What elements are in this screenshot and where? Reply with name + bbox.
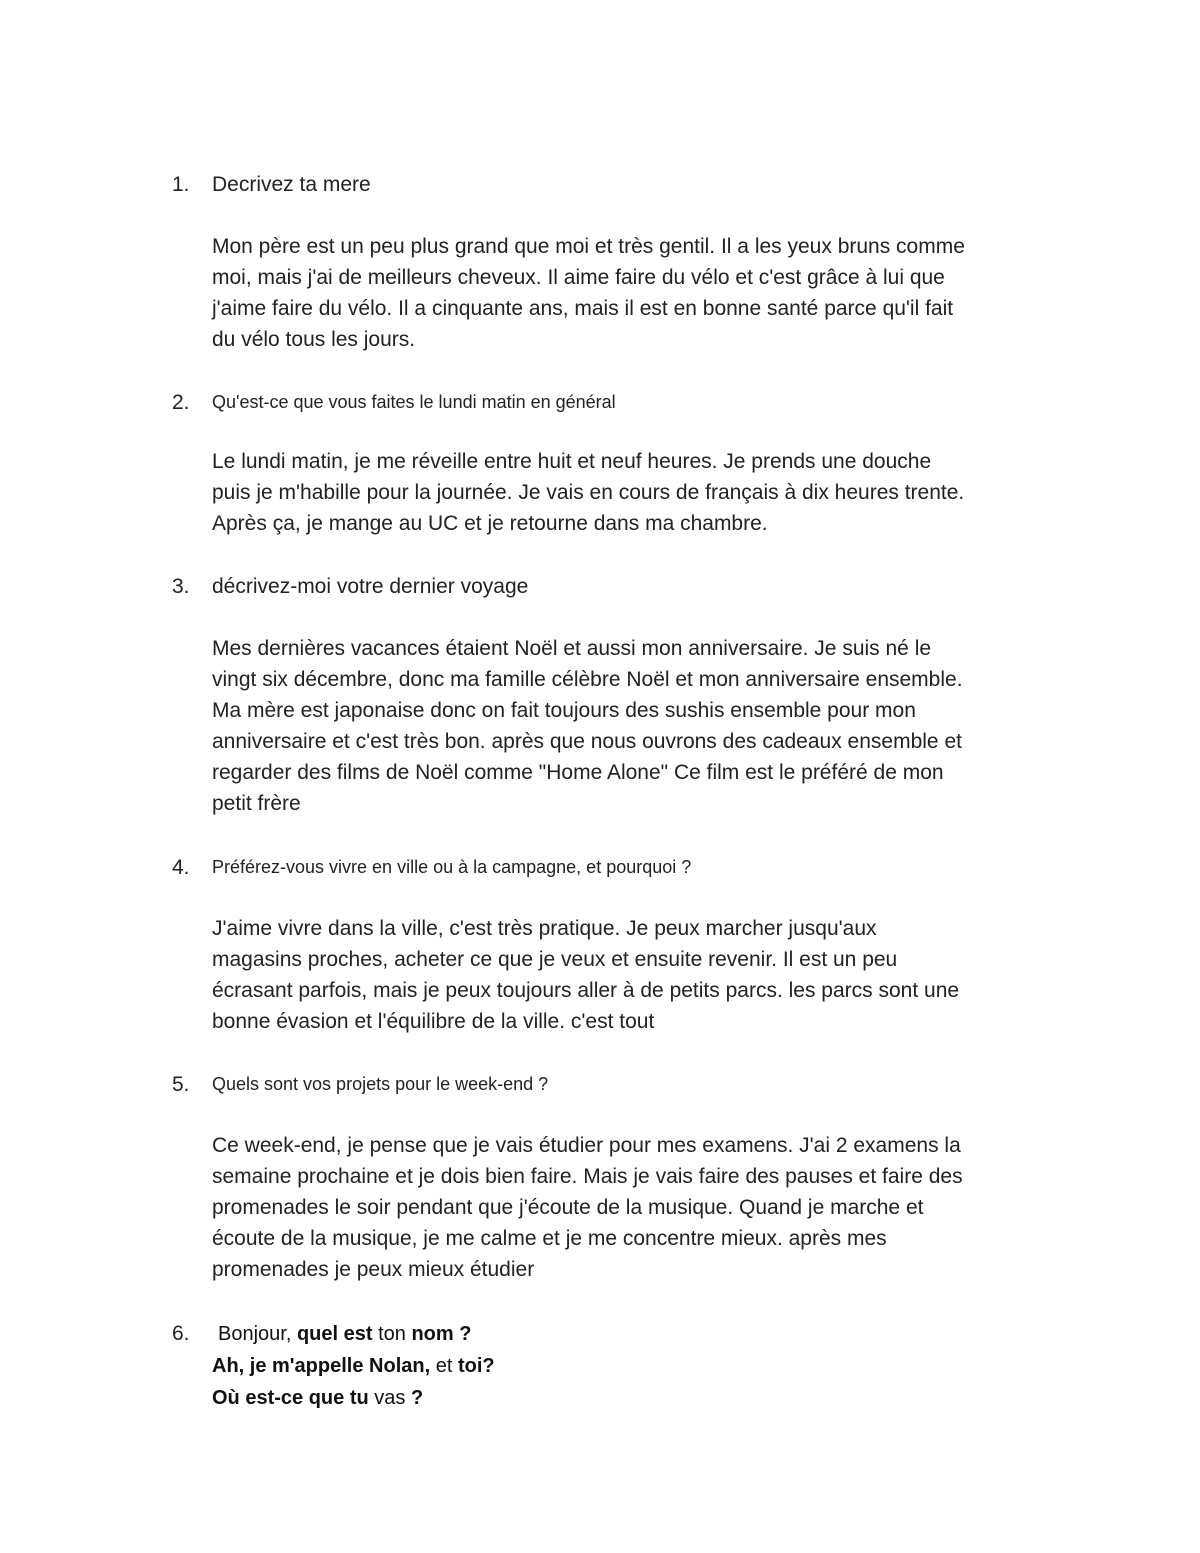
answer-line: puis je m'habille pour la journée. Je vais en cours de français à dix heures trente.	[212, 481, 965, 504]
answer-line: magasins proches, acheter ce que je veux et ensuite revenir. Il est un peu	[212, 948, 898, 971]
item-number: 4.	[172, 856, 190, 879]
dialog-segment: Bonjour,	[218, 1323, 292, 1345]
dialog-segment: nom ?	[411, 1323, 472, 1345]
dialog-line	[212, 1318, 1062, 1350]
answer-line: Mes dernières vacances étaient Noël et aussi mon anniversaire. Je suis né le	[212, 637, 932, 660]
question-text: décrivez-moi votre dernier voyage	[212, 575, 529, 598]
item-number: 2.	[172, 391, 190, 414]
answer-line: j'aime faire du vélo. Il a cinquante ans, mais il est en bonne santé parce qu'il fait	[212, 297, 954, 320]
answer-line: du vélo tous les jours.	[212, 328, 416, 351]
dialog-block	[212, 1318, 1062, 1414]
answer-line: écrasant parfois, mais je peux toujours aller à de petits parcs. les parcs sont une	[212, 979, 960, 1002]
answer-line: petit frère	[212, 792, 301, 815]
dialog-segment: Ah, je m'appelle	[212, 1355, 364, 1377]
answer-line: bonne évasion et l'équilibre de la ville. c'est tout	[212, 1010, 655, 1033]
item-number: 5.	[172, 1073, 190, 1096]
answer-paragraph	[212, 231, 1062, 355]
answer-line: Après ça, je mange au UC et je retourne dans ma chambre.	[212, 512, 768, 535]
answer-paragraph	[212, 446, 1062, 539]
question-text: Decrivez ta mere	[212, 173, 371, 196]
answer-paragraph	[212, 1130, 1062, 1285]
dialog-line	[212, 1350, 1062, 1382]
dialog-segment: Nolan,	[369, 1355, 431, 1377]
answer-line: écoute de la musique, je me calme et je me concentre mieux. après mes	[212, 1227, 887, 1250]
answer-line: Le lundi matin, je me réveille entre huit et neuf heures. Je prends une douche	[212, 450, 932, 473]
answer-line: vingt six décembre, donc ma famille célèbre Noël et mon anniversaire ensemble.	[212, 668, 963, 691]
answer-line: Ce week-end, je pense que je vais étudier pour mes examens. J'ai 2 examens la	[212, 1134, 961, 1157]
dialog-segment: toi?	[457, 1355, 495, 1377]
answer-paragraph	[212, 913, 1062, 1037]
dialog-segment: quel est	[296, 1323, 373, 1345]
answer-paragraph	[212, 633, 1062, 819]
item-number: 3.	[172, 575, 190, 598]
question-text: Qu'est-ce que vous faites le lundi matin en général	[212, 392, 616, 412]
dialog-segment: ?	[410, 1387, 424, 1409]
answer-line: Ma mère est japonaise donc on fait toujours des sushis ensemble pour mon	[212, 699, 916, 722]
dialog-segment: vas	[374, 1387, 406, 1409]
dialog-segment: Où est-ce	[212, 1387, 304, 1409]
question-text: Préférez-vous vivre en ville ou à la campagne, et pourquoi ?	[212, 857, 692, 877]
answer-line: promenades le soir pendant que j'écoute de la musique. Quand je marche et	[212, 1196, 924, 1219]
answer-line: Mon père est un peu plus grand que moi et très gentil. Il a les yeux bruns comme	[212, 235, 965, 258]
dialog-segment: que tu	[308, 1387, 369, 1409]
answer-line: regarder des films de Noël comme "Home Alone" Ce film est le préféré de mon	[212, 761, 944, 784]
dialog-line	[212, 1382, 1062, 1414]
answer-line: anniversaire et c'est très bon. après que nous ouvrons des cadeaux ensemble et	[212, 730, 962, 753]
question-text: Quels sont vos projets pour le week-end ?	[212, 1074, 549, 1094]
item-number: 6.	[172, 1322, 190, 1345]
dialog-segment: et	[435, 1355, 453, 1377]
answer-line: promenades je peux mieux étudier	[212, 1258, 535, 1281]
answer-line: J'aime vivre dans la ville, c'est très pratique. Je peux marcher jusqu'aux	[212, 917, 877, 940]
dialog-segment: ton	[378, 1323, 406, 1345]
item-number: 1.	[172, 173, 190, 196]
answer-line: moi, mais j'ai de meilleurs cheveux. Il aime faire du vélo et c'est grâce à lui que	[212, 266, 945, 289]
answer-line: semaine prochaine et je dois bien faire. Mais je vais faire des pauses et faire des	[212, 1165, 963, 1188]
